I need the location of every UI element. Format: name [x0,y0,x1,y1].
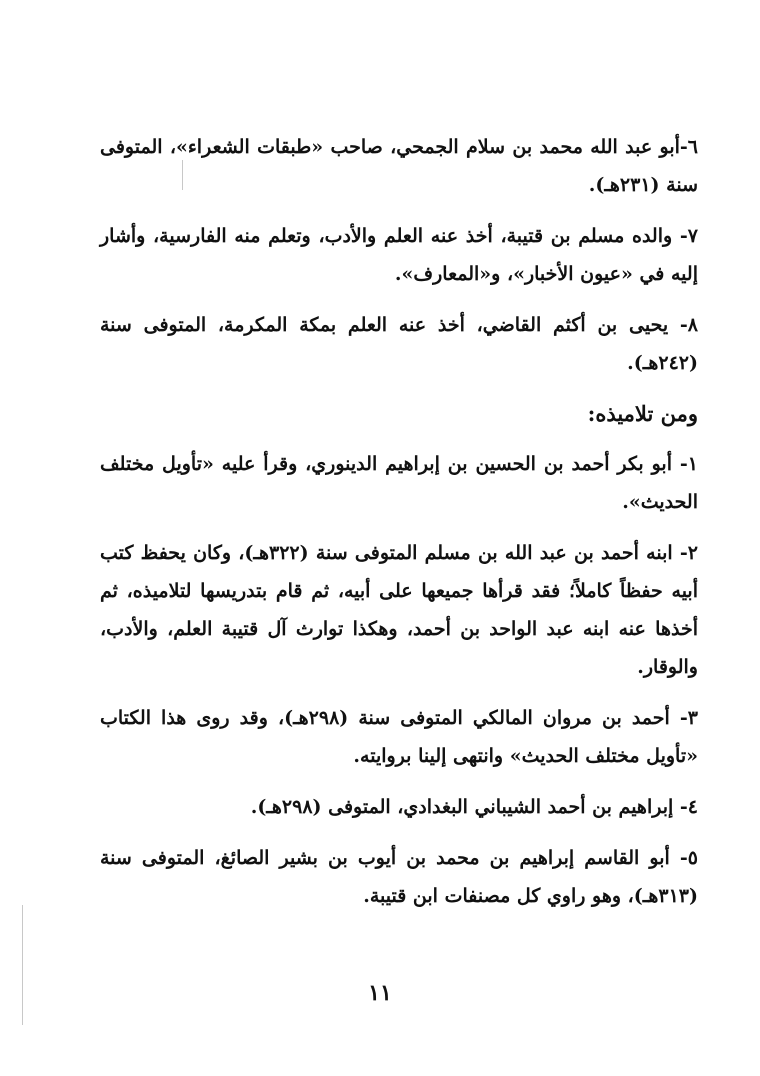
page-number: ١١ [368,980,392,1006]
student-entry-2: ٢- ابنه أحمد بن عبد الله بن مسلم المتوفى سنة (٣٢٢هـ)، وكان يحفظ كتب أبيه حفظاً كاملاً؛ فقد قرأها جميعها على أبيه، ثم قام بتدريسها لتلاميذه، ثم أخذها عنه ابنه عبد الواحد بن أحمد، وهكذا توارث آل قتيبة العلم، والأدب، والوقار. [100,542,698,678]
student-entry-1: ١- أبو بكر أحمد بن الحسين بن إبراهيم الدينوري، وقرأ عليه «تأويل مختلف الحديث». [100,453,698,513]
page-body [100,128,698,928]
teacher-entry-8: ٨- يحيى بن أكثم القاضي، أخذ عنه العلم بمكة المكرمة، المتوفى سنة (٢٤٢هـ). [100,314,698,374]
students-heading: ومن تلاميذه: [587,401,698,426]
teacher-entry-6: ٦-أبو عبد الله محمد بن سلام الجمحي، صاحب «طبقات الشعراء»، المتوفى سنة (٢٣١هـ). [100,136,698,196]
student-entry-5: ٥- أبو القاسم إبراهيم بن محمد بن أيوب بن بشير الصائغ، المتوفى سنة (٣١٣هـ)، وهو راوي كل مصنفات ابن قتيبة. [100,847,698,907]
student-entry-4: ٤- إبراهيم بن أحمد الشيباني البغدادي، المتوفى (٢٩٨هـ). [250,796,698,818]
teacher-entry-7: ٧- والده مسلم بن قتيبة، أخذ عنه العلم والأدب، وتعلم منه الفارسية، وأشار إليه في «عيون الأخبار»، و«المعارف». [100,225,698,285]
student-entry-3: ٣- أحمد بن مروان المالكي المتوفى سنة (٢٩٨هـ)، وقد روى هذا الكتاب «تأويل مختلف الحديث» وانتهى إلينا بروايته. [100,707,698,767]
scan-edge-mark [22,905,23,1025]
